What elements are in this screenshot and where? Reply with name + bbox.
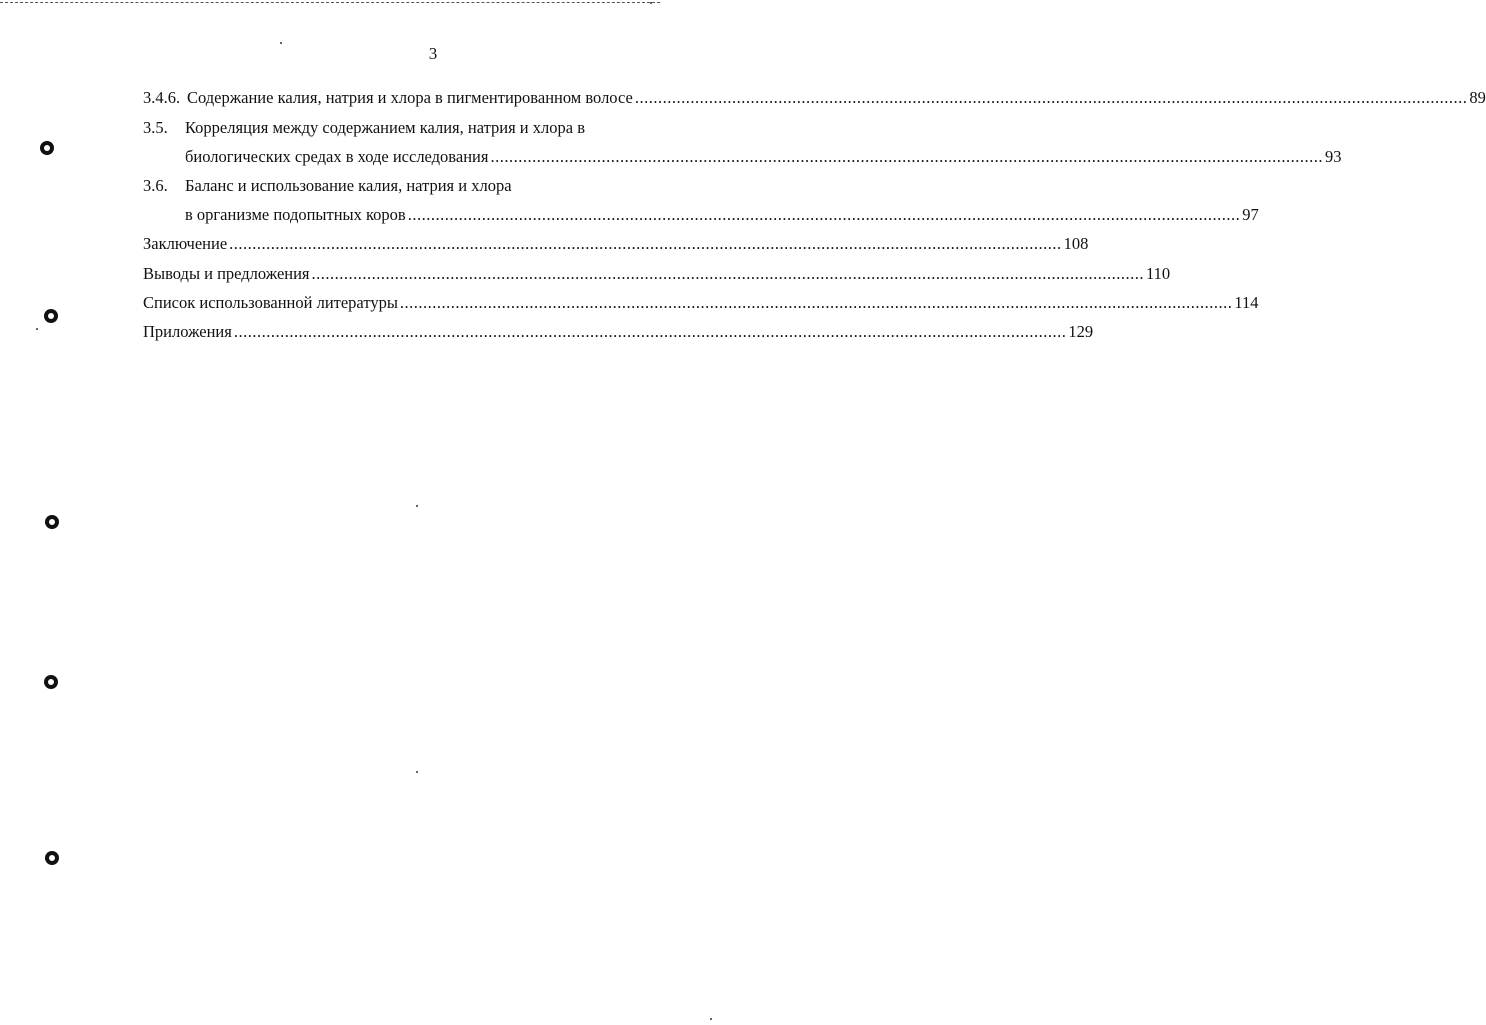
- toc-leader-dots: [234, 321, 1067, 343]
- toc-leader-dots: [400, 292, 1233, 314]
- toc-entry-page: 110: [1146, 264, 1171, 283]
- toc-leader-dots: [408, 204, 1241, 226]
- punch-hole-icon: [44, 309, 58, 323]
- toc-entry-title: биологических средах в ходе исследования: [185, 147, 489, 166]
- toc-entry-3-6-cont: [185, 204, 1259, 226]
- scan-speck: [650, 2, 652, 4]
- scan-speck: [36, 328, 38, 330]
- toc-entry-title: Список использованной литературы: [143, 293, 398, 312]
- punch-hole-icon: [40, 141, 54, 155]
- scan-speck: [416, 505, 418, 507]
- toc-leader-dots: [490, 146, 1323, 168]
- punch-hole-icon: [44, 675, 58, 689]
- toc-entry-page: 93: [1324, 147, 1342, 166]
- toc-entry-title: Выводы и предложения: [143, 264, 310, 283]
- toc-entry-title: Содержание калия, натрия и хлора в пигментированном волосе: [187, 88, 633, 107]
- toc-entry-page: 114: [1234, 293, 1259, 312]
- toc-entry-page: 97: [1242, 205, 1259, 224]
- toc-entry-page: 89: [1469, 88, 1486, 107]
- scan-speck: [710, 1018, 712, 1020]
- toc-entry-references: [143, 292, 1259, 314]
- toc-entry-page: 129: [1068, 322, 1094, 341]
- toc-entry-title: Корреляция между содержанием калия, натрия и хлора в: [185, 118, 585, 137]
- toc-leader-dots: [635, 87, 1468, 109]
- toc-leader-dots: [312, 263, 1145, 285]
- toc-entry-findings: [143, 263, 1171, 285]
- scan-speck: [416, 771, 418, 773]
- toc-entry-number: 3.5.: [143, 118, 168, 137]
- punch-hole-icon: [45, 851, 59, 865]
- toc-entry-page: 108: [1063, 234, 1089, 253]
- page-number: 3: [428, 44, 438, 63]
- toc-entry-appendices: [143, 321, 1094, 343]
- toc-entry-3-5-cont: [185, 146, 1342, 168]
- toc-entry-title: Приложения: [143, 322, 232, 341]
- scan-speck: [280, 42, 282, 44]
- toc-entry-title: Баланс и использование калия, натрия и хлора: [185, 176, 512, 195]
- toc-entry-conclusion: [143, 233, 1089, 255]
- toc-entry-3-6: [143, 175, 715, 197]
- toc-leader-dots: [229, 233, 1062, 255]
- toc-entry-number: 3.4.6.: [143, 88, 181, 107]
- toc-entry-title: в организме подопытных коров: [185, 205, 406, 224]
- toc-entry-3-4-6: [143, 87, 1486, 109]
- punch-hole-icon: [45, 515, 59, 529]
- toc-entry-number: 3.6.: [143, 176, 168, 195]
- scan-top-rule: [0, 2, 660, 3]
- toc-entry-3-5: [143, 117, 715, 139]
- toc-entry-title: Заключение: [143, 234, 228, 253]
